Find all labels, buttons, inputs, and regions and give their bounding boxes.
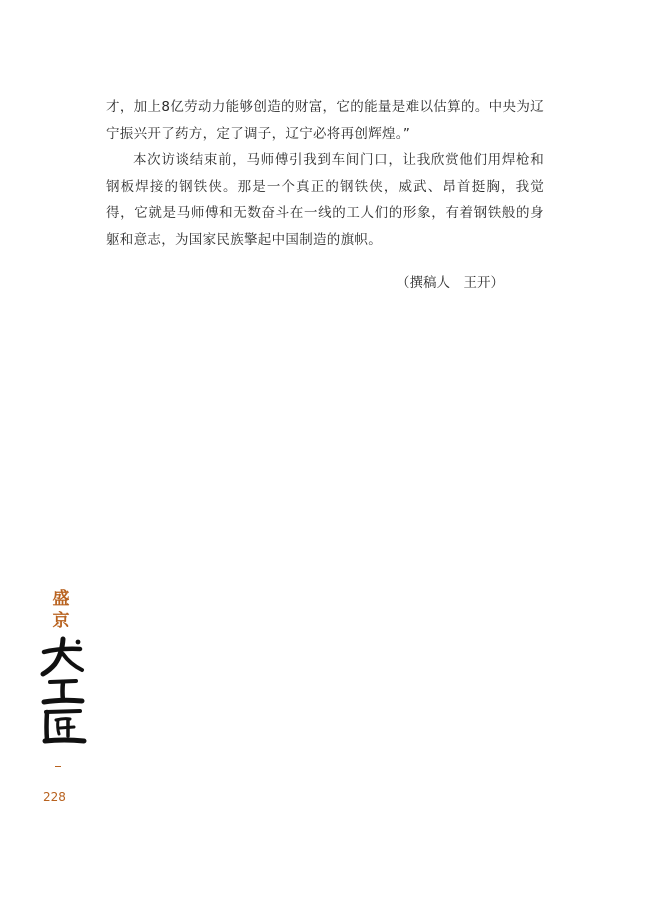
brand-shengjing [48, 588, 74, 632]
author-signature: （撰稿人 王开） [396, 275, 504, 291]
paragraph-2: 本次访谈结束前，马师傅引我到车间门口，让我欣赏他们用焊枪和钢板焊接的钢铁侠。那是一个真正的钢铁侠，威武、昂首挺胸，我觉得，它就是马师傅和无数奋斗在一线的工人们的形象，有着钢铁般的身躯和意志，为国家民族擎起中国制造的旗帜。 [106, 152, 544, 248]
book-brand [30, 588, 90, 758]
page-number: 228 [43, 790, 66, 804]
calligraphy-logo [38, 636, 88, 748]
article-body [106, 94, 544, 253]
paragraph-1: 才，加上8亿劳动力能够创造的财富，它的能量是难以估算的。中央为辽宁振兴开了药方，定了调子，辽宁必将再创辉煌。” [106, 99, 544, 142]
brand-char-2: 京 [52, 611, 70, 631]
brand-char-1: 盛 [52, 589, 70, 609]
page-number-dash [55, 766, 61, 767]
